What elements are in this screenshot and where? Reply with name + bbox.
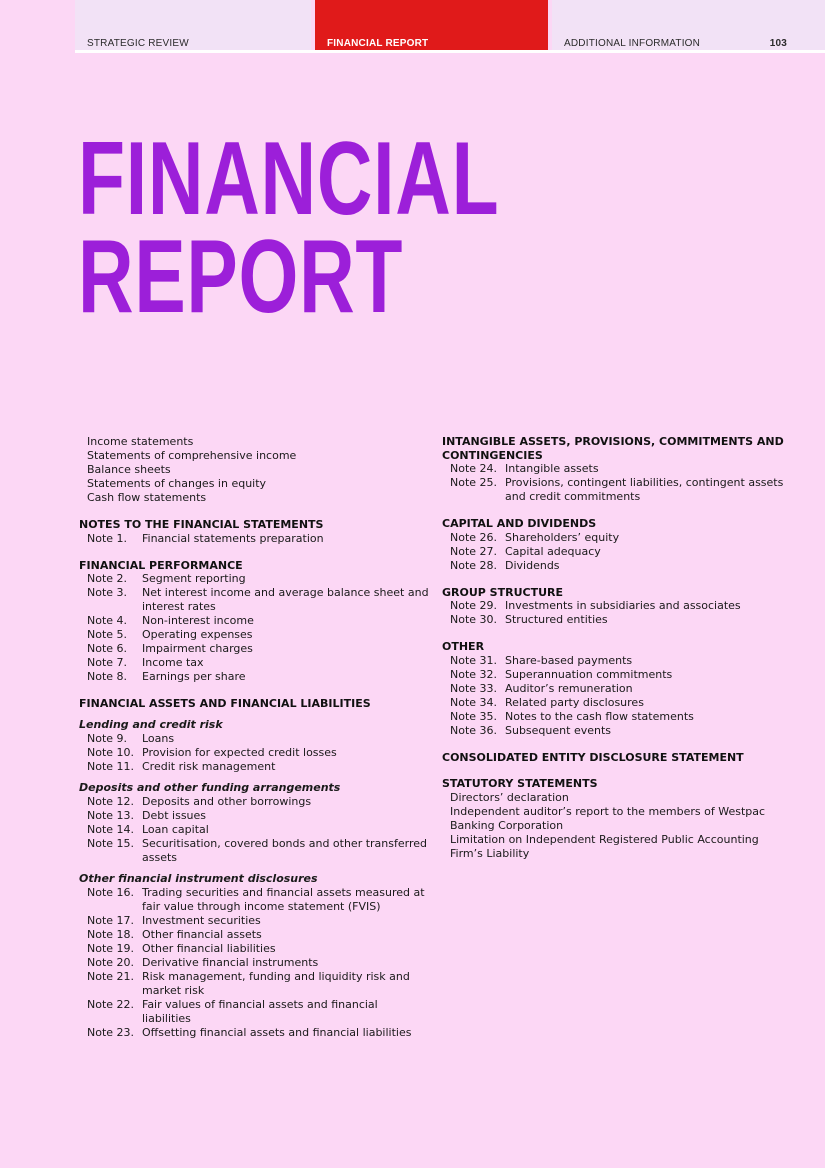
- note-number: Note 14.: [87, 822, 135, 836]
- note-title: Non-interest income: [142, 614, 254, 627]
- subsection-heading: Deposits and other funding arrangements: [79, 780, 341, 794]
- note-link[interactable]: [79, 572, 429, 586]
- note-link[interactable]: [79, 532, 429, 546]
- note-title: Securitisation, covered bonds and other transferred assets: [142, 836, 428, 864]
- note-link[interactable]: [442, 613, 792, 627]
- subsection-heading: Other financial instrument disclosures: [79, 871, 318, 885]
- note-number: Note 16.: [87, 885, 135, 899]
- header-rule: [75, 50, 825, 53]
- tab-strategic-review[interactable]: [75, 0, 311, 50]
- note-number: Note 9.: [87, 731, 128, 745]
- section-group-structure: [442, 586, 792, 628]
- note-link[interactable]: [79, 809, 429, 823]
- section-heading: STATUTORY STATEMENTS: [442, 777, 598, 790]
- note-title: Operating expenses: [142, 628, 253, 641]
- note-title: Dividends: [505, 558, 560, 572]
- note-title: Earnings per share: [142, 670, 246, 683]
- note-link[interactable]: [442, 724, 792, 738]
- contents-link[interactable]: Balance sheets: [87, 463, 171, 476]
- note-link[interactable]: [442, 599, 792, 613]
- note-number: Note 29.: [450, 599, 498, 612]
- note-link[interactable]: [79, 837, 429, 865]
- note-title: Risk management, funding and liquidity risk and market risk: [142, 969, 410, 997]
- contents-link[interactable]: Independent auditor’s report to the members of Westpac Banking Corporation: [450, 804, 766, 832]
- note-link[interactable]: [442, 696, 792, 710]
- note-title: Other financial liabilities: [142, 941, 276, 955]
- note-number: Note 18.: [87, 927, 135, 941]
- section-heading: GROUP STRUCTURE: [442, 585, 563, 599]
- note-number: Note 30.: [450, 613, 498, 626]
- note-title: Income tax: [142, 656, 204, 669]
- note-link[interactable]: [79, 998, 429, 1026]
- contents-right-column: [442, 435, 792, 861]
- subsection-heading: Lending and credit risk: [79, 717, 223, 731]
- note-number: Note 36.: [450, 723, 498, 737]
- tab-label: FINANCIAL REPORT: [327, 38, 429, 49]
- note-link[interactable]: [79, 642, 429, 656]
- note-title: Loan capital: [142, 822, 209, 836]
- note-title: Financial statements preparation: [142, 531, 324, 545]
- note-title: Fair values of financial assets and financial liabilities: [142, 997, 378, 1025]
- note-number: Note 5.: [87, 628, 128, 641]
- tab-financial-report[interactable]: [315, 0, 548, 50]
- contents-link[interactable]: Limitation on Independent Registered Public Accounting Firm’s Liability: [450, 832, 759, 860]
- contents-link[interactable]: Directors’ declaration: [450, 790, 569, 804]
- section-statutory: [442, 777, 792, 861]
- note-link[interactable]: [442, 462, 792, 476]
- note-link[interactable]: [79, 956, 429, 970]
- note-link[interactable]: [442, 545, 792, 559]
- note-title: Investments in subsidiaries and associates: [505, 599, 741, 612]
- section-financial-assets: [79, 697, 429, 1040]
- tab-label: ADDITIONAL INFORMATION: [564, 38, 701, 49]
- note-title: Provisions, contingent liabilities, contingent assets and credit commitments: [505, 476, 784, 503]
- note-link[interactable]: [442, 531, 792, 545]
- note-link[interactable]: [79, 760, 429, 774]
- note-number: Note 7.: [87, 656, 128, 669]
- note-number: Note 17.: [87, 913, 135, 927]
- note-title: Loans: [142, 731, 175, 745]
- note-title: Derivative financial instruments: [142, 955, 319, 969]
- note-number: Note 24.: [450, 462, 498, 475]
- section-capital: [442, 517, 792, 573]
- note-number: Note 3.: [87, 586, 128, 599]
- section-heading: FINANCIAL ASSETS AND FINANCIAL LIABILITIES: [79, 697, 371, 710]
- note-link[interactable]: [79, 1026, 429, 1040]
- note-number: Note 33.: [450, 681, 498, 695]
- contents-link[interactable]: Income statements: [87, 435, 194, 448]
- note-title: Share-based payments: [505, 653, 633, 667]
- note-link[interactable]: [79, 746, 429, 760]
- note-title: Credit risk management: [142, 759, 276, 773]
- page-title: [78, 121, 500, 335]
- note-number: Note 6.: [87, 642, 128, 655]
- section-other: [442, 640, 792, 738]
- note-title: Intangible assets: [505, 462, 599, 475]
- note-link[interactable]: [79, 914, 429, 928]
- note-title: Capital adequacy: [505, 544, 601, 558]
- note-title: Provision for expected credit losses: [142, 745, 337, 759]
- contents-left-column: [79, 435, 429, 1040]
- intro-statements: [79, 435, 429, 505]
- note-title: Subsequent events: [505, 723, 611, 737]
- note-number: Note 26.: [450, 530, 498, 544]
- contents-link[interactable]: Statements of comprehensive income: [87, 449, 297, 462]
- note-link[interactable]: [79, 656, 429, 670]
- note-title: Impairment charges: [142, 642, 253, 655]
- section-heading: INTANGIBLE ASSETS, PROVISIONS, COMMITMENTS AND CONTINGENCIES: [442, 435, 784, 462]
- section-intangibles: [442, 435, 792, 504]
- note-link[interactable]: [79, 670, 429, 684]
- section-financial-performance: [79, 559, 429, 685]
- section-heading: OTHER: [442, 640, 485, 653]
- note-link[interactable]: [79, 942, 429, 956]
- tab-additional-information[interactable]: [552, 0, 825, 50]
- note-number: Note 34.: [450, 695, 498, 709]
- note-title: Auditor’s remuneration: [505, 681, 633, 695]
- note-link[interactable]: [442, 682, 792, 696]
- note-link[interactable]: [79, 970, 429, 998]
- contents-link[interactable]: Cash flow statements: [87, 491, 207, 504]
- note-link[interactable]: [442, 710, 792, 724]
- note-link[interactable]: [442, 476, 792, 504]
- note-number: Note 8.: [87, 670, 128, 683]
- note-title: Trading securities and financial assets measured at fair value through income statement (FVIS): [142, 885, 425, 913]
- note-number: Note 11.: [87, 759, 135, 773]
- section-heading: FINANCIAL PERFORMANCE: [79, 558, 243, 572]
- note-link[interactable]: [79, 614, 429, 628]
- note-link[interactable]: [79, 886, 429, 914]
- note-number: Note 12.: [87, 794, 135, 808]
- section-heading: CAPITAL AND DIVIDENDS: [442, 517, 597, 530]
- page-number: 103: [769, 38, 787, 49]
- note-number: Note 13.: [87, 808, 135, 822]
- note-title: Structured entities: [505, 613, 608, 626]
- note-link[interactable]: [442, 654, 792, 668]
- title-line-1: FINANCIAL: [78, 121, 500, 237]
- note-number: Note 15.: [87, 836, 135, 850]
- note-number: Note 4.: [87, 614, 128, 627]
- note-number: Note 35.: [450, 709, 498, 723]
- section-heading[interactable]: CONSOLIDATED ENTITY DISCLOSURE STATEMENT: [442, 750, 744, 764]
- note-number: Note 10.: [87, 745, 135, 759]
- note-link[interactable]: [79, 795, 429, 809]
- note-title: Investment securities: [142, 913, 261, 927]
- section-consolidated-entity: [442, 751, 792, 765]
- note-number: Note 19.: [87, 941, 135, 955]
- note-title: Deposits and other borrowings: [142, 794, 312, 808]
- note-number: Note 22.: [87, 997, 135, 1011]
- note-link[interactable]: [79, 732, 429, 746]
- note-link[interactable]: [442, 559, 792, 573]
- note-title: Related party disclosures: [505, 695, 644, 709]
- section-notes-to-fs: [79, 518, 429, 546]
- note-number: Note 27.: [450, 544, 498, 558]
- top-navigation: [75, 0, 825, 53]
- note-title: Segment reporting: [142, 572, 246, 585]
- note-title: Notes to the cash flow statements: [505, 709, 694, 723]
- note-link[interactable]: [442, 668, 792, 682]
- note-number: Note 28.: [450, 558, 498, 572]
- note-title: Offsetting financial assets and financial liabilities: [142, 1025, 412, 1039]
- contents-link[interactable]: Statements of changes in equity: [87, 477, 267, 490]
- note-number: Note 21.: [87, 969, 135, 983]
- note-link[interactable]: [79, 823, 429, 837]
- note-number: Note 20.: [87, 955, 135, 969]
- note-title: Net interest income and average balance sheet and interest rates: [142, 586, 429, 613]
- note-title: Shareholders’ equity: [505, 530, 620, 544]
- note-title: Debt issues: [142, 808, 207, 822]
- note-link[interactable]: [79, 586, 429, 614]
- note-number: Note 31.: [450, 653, 498, 667]
- note-number: Note 25.: [450, 476, 498, 489]
- title-line-2: REPORT: [78, 219, 404, 335]
- note-link[interactable]: [79, 928, 429, 942]
- note-title: Other financial assets: [142, 927, 262, 941]
- note-number: Note 32.: [450, 667, 498, 681]
- note-number: Note 2.: [87, 572, 128, 585]
- note-link[interactable]: [79, 628, 429, 642]
- note-number: Note 23.: [87, 1025, 135, 1039]
- tab-label: STRATEGIC REVIEW: [87, 38, 189, 49]
- note-number: Note 1.: [87, 531, 128, 545]
- section-heading: NOTES TO THE FINANCIAL STATEMENTS: [79, 518, 324, 531]
- note-title: Superannuation commitments: [505, 667, 673, 681]
